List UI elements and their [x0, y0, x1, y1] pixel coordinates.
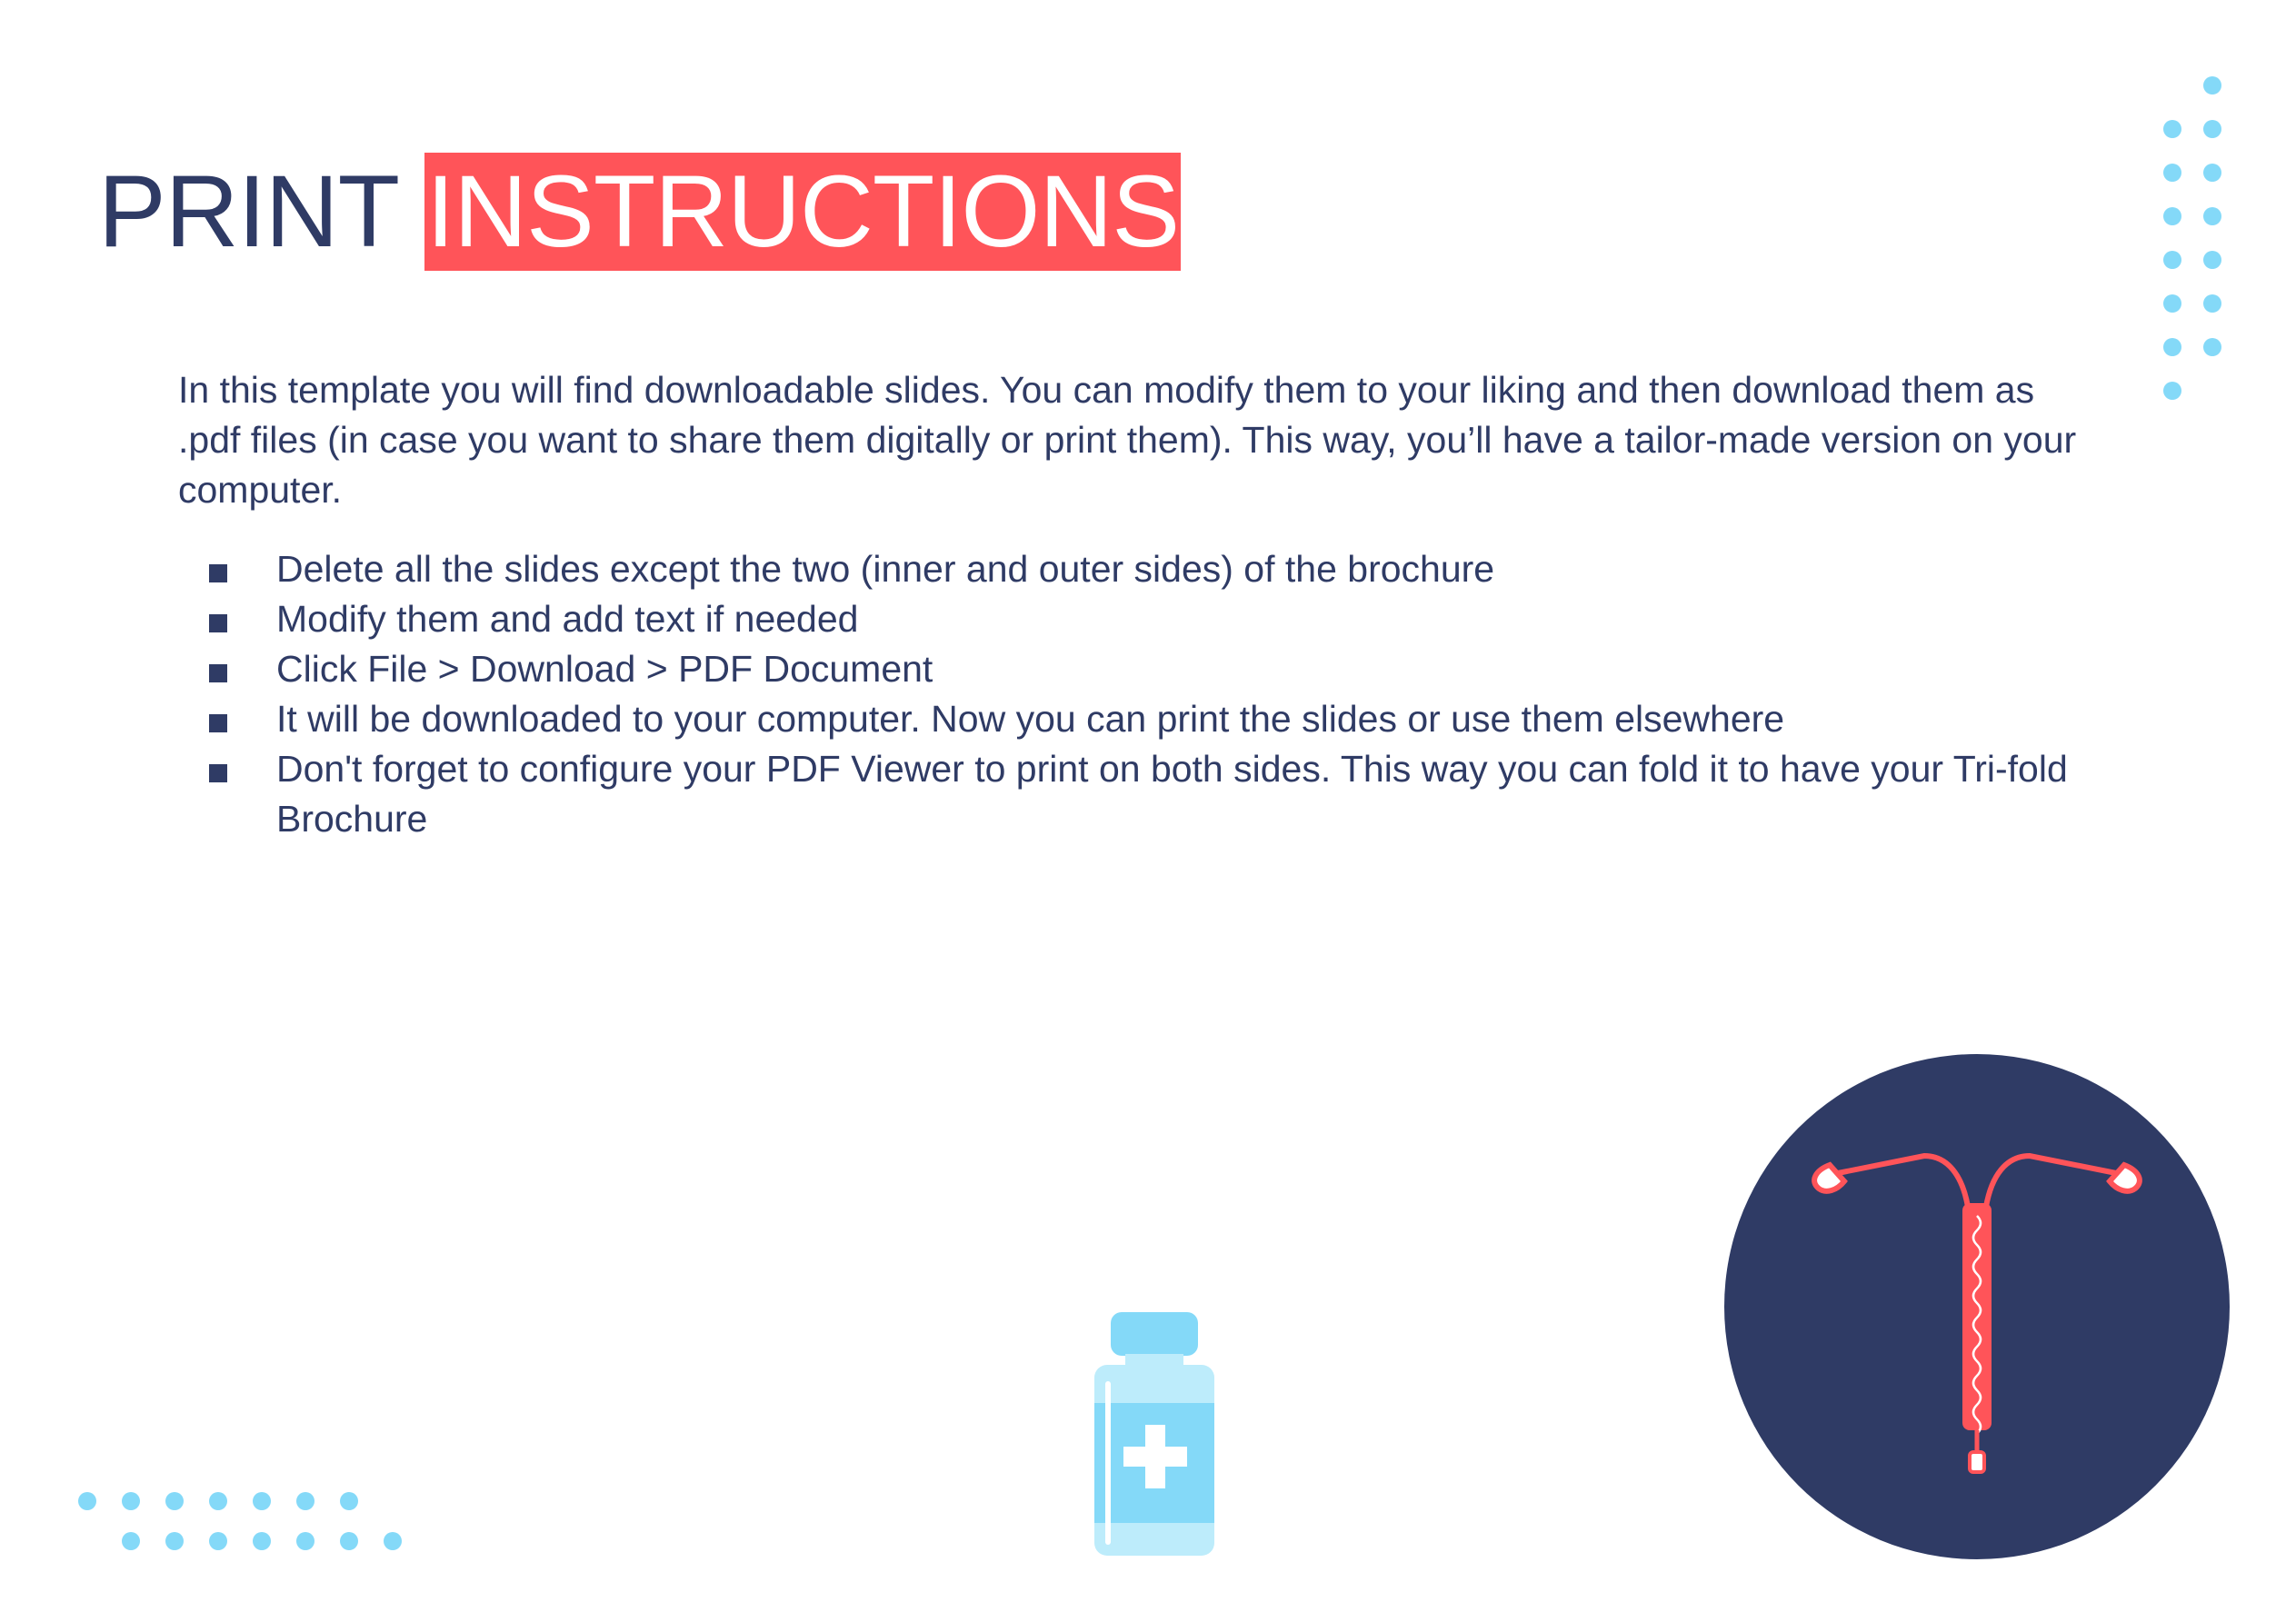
page-title — [98, 153, 1181, 271]
list-item-text: It will be downloaded to your computer. Now you can print the slides or use them elsewhere — [276, 698, 1785, 740]
iud-icon — [1724, 1054, 2230, 1559]
list-item — [178, 644, 2105, 694]
title-highlight: INSTRUCTIONS — [424, 153, 1181, 271]
bullet-square-icon — [209, 714, 227, 732]
bullet-square-icon — [209, 564, 227, 582]
list-item — [178, 544, 2105, 594]
dot-pattern-top-right — [2158, 75, 2231, 411]
list-item — [178, 694, 2105, 744]
bullet-square-icon — [209, 664, 227, 682]
medicine-vial-icon — [1094, 1312, 1214, 1556]
title-plain: PRINT — [98, 154, 397, 268]
list-item — [178, 744, 2105, 844]
list-item — [178, 594, 2105, 644]
list-item-text: Delete all the slides except the two (inner and outer sides) of the brochure — [276, 548, 1495, 590]
bullet-square-icon — [209, 764, 227, 782]
instruction-list — [178, 544, 2105, 844]
instructions-body — [178, 365, 2105, 844]
bullet-square-icon — [209, 614, 227, 632]
list-item-text: Click File > Download > PDF Document — [276, 648, 933, 690]
dot-pattern-bottom-left — [73, 1490, 418, 1559]
list-item-text: Don't forget to configure your PDF Viewer to print on both sides. This way you can fold it to have your Tri-fold Brochure — [276, 748, 2068, 840]
intro-paragraph: In this template you will find downloadable slides. You can modify them to your liking and then download them as .pdf files (in case you want to share them digitally or print them). This way, you’ll have a tailor-made version on your computer. — [178, 369, 2077, 511]
list-item-text: Modify them and add text if needed — [276, 598, 859, 640]
